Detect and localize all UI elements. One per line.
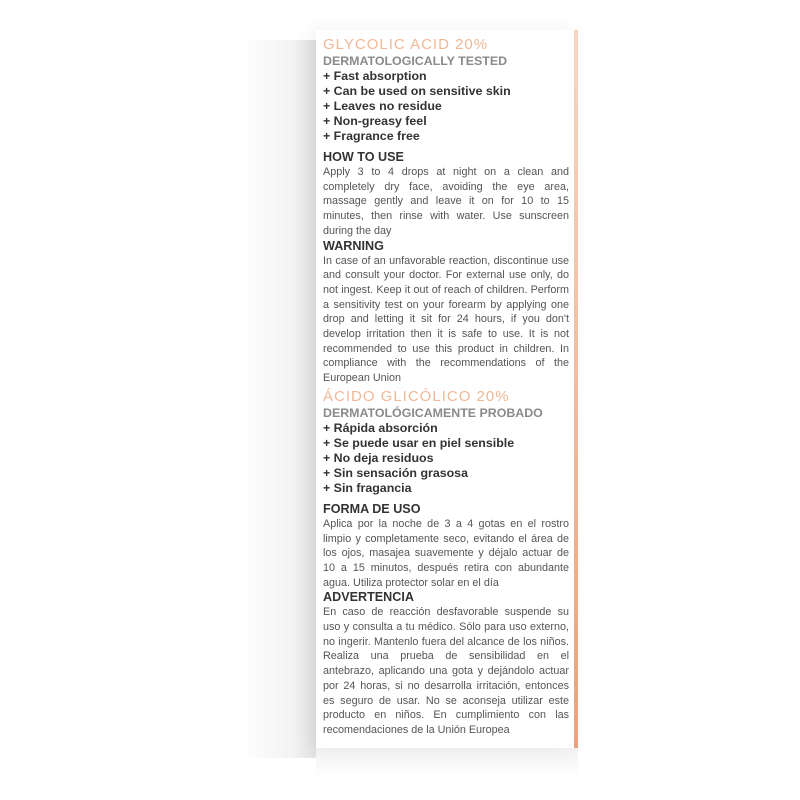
benefit-item: + Se puede usar en piel sensible xyxy=(323,435,515,450)
benefit-item: + Non-greasy feel xyxy=(323,114,427,128)
english-subtitle: DERMATOLOGICALLY TESTED xyxy=(323,54,508,68)
benefit-item: + Leaves no residue xyxy=(323,99,442,113)
box-side-shadow xyxy=(240,40,316,758)
forma-de-uso-text: Aplica por la noche de 3 a 4 gotas en el rostro limpio y completamente seco, evitando el área de los ojos, masajea suavemente y déjalo actuar de 10 a 15 minutos, después retira con abundante agua. Utiliza protector solar en el día xyxy=(323,517,569,589)
benefit-item: + Rápida absorción xyxy=(323,420,438,435)
accent-edge-stripe xyxy=(574,30,578,748)
benefit-item: + Sin sensación grasosa xyxy=(323,465,468,480)
how-to-use-heading: HOW TO USE xyxy=(323,150,404,164)
forma-de-uso-heading: FORMA DE USO xyxy=(323,501,421,516)
advertencia-heading: ADVERTENCIA xyxy=(323,590,414,605)
benefit-item: + Fragrance free xyxy=(323,129,420,143)
warning-text: In case of an unfavorable reaction, discontinue use and consult your doctor. For external use only, do not ingest. Keep it out of reach of children. Perform a sensitivity test on your forearm by applying one drop and letting it sit for 24 hours, if you don't develop irritation then it is safe to use. It is not recommended to use this product in children. In compliance with the recommendations of the European Union xyxy=(323,254,569,385)
product-box-panel xyxy=(316,30,578,748)
spanish-benefits-list xyxy=(323,421,569,496)
benefit-item: + Sin fragancia xyxy=(323,480,412,495)
label-content xyxy=(323,36,569,738)
english-benefits-list xyxy=(323,69,569,144)
benefit-item: + Can be used on sensitive skin xyxy=(323,84,511,98)
english-title: GLYCOLIC ACID 20% xyxy=(323,36,489,53)
spanish-title: ÁCIDO GLICÓLICO 20% xyxy=(323,387,510,405)
advertencia-text: En caso de reacción desfavorable suspende su uso y consulta a tu médico. Sólo para uso externo, no ingerir. Mantenlo fuera del alcance de los niños. Realiza una prueba de sensibilidad en el antebrazo, aplicando una gota y dejándolo actuar por 24 horas, si no desarrolla irritación, entonces es seguro de usar. No se aconseja utilizar este producto en niños. En cumplimiento con las recomendaciones de la Unión Europea xyxy=(323,606,569,736)
how-to-use-text: Apply 3 to 4 drops at night on a clean and completely dry face, avoiding the eye area, massage gently and leave it on for 10 to 15 minutes, then rinse with water. Use sunscreen during the day xyxy=(323,166,569,237)
benefit-item: + No deja residuos xyxy=(323,450,434,465)
spanish-subtitle: DERMATOLÓGICAMENTE PROBADO xyxy=(323,405,543,420)
warning-heading: WARNING xyxy=(323,238,384,253)
box-reflection xyxy=(316,748,578,778)
benefit-item: + Fast absorption xyxy=(323,69,427,83)
